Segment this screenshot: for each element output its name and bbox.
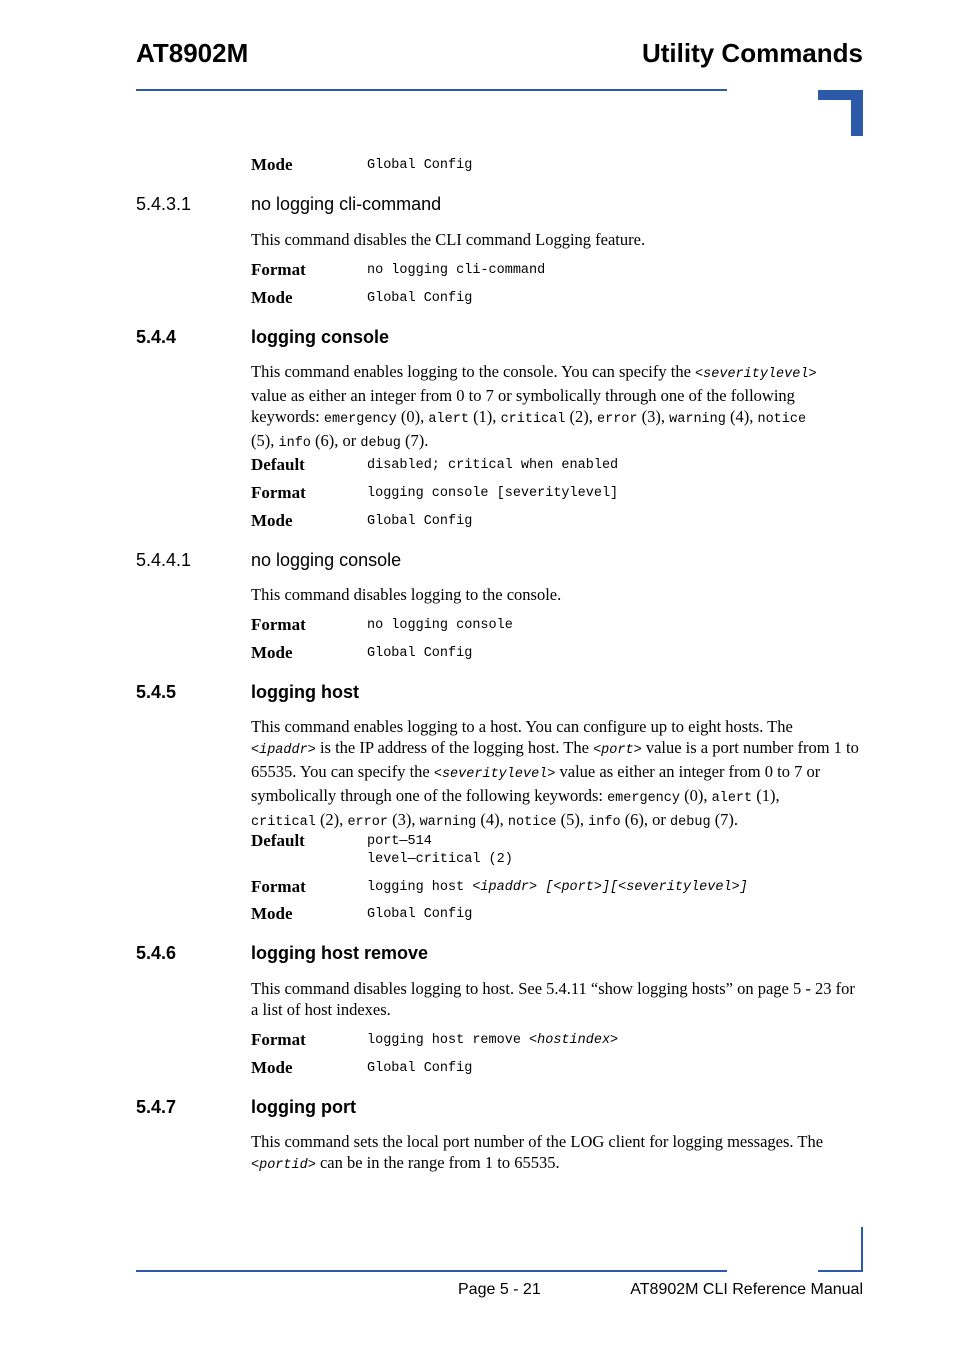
text-run: (6), or [620,810,671,829]
text-run: (4), [725,407,758,426]
keyword-emergency: emergency [607,791,680,806]
format-value [367,879,748,897]
text-run: (0), [680,786,712,805]
section-title: no logging console [251,550,402,570]
text-run: (7). [400,431,429,450]
mode-label: Mode [251,643,293,662]
text-run: (5), [556,810,589,829]
text-run: can be in the range from 1 to 65535. [315,1153,560,1172]
text-run: (6), or [310,431,361,450]
text-run: (1), [468,407,501,426]
footer-rule [136,1270,727,1272]
footer-corner-mark-horizontal [818,1270,863,1272]
keyword-emergency: emergency [323,412,397,427]
keyword-notice: notice [507,815,557,830]
keyword-warning: warning [419,815,477,830]
mode-label: Mode [251,155,293,174]
mode-label: Mode [251,288,293,307]
format-label: Format [251,1030,306,1049]
format-command: logging host [367,880,473,895]
format-label: Format [251,877,306,896]
keyword-critical: critical [251,815,316,830]
mode-value: Global Config [367,158,473,173]
text-run: (4), [476,810,508,829]
default-label: Default [251,831,305,850]
section-description: This command disables logging to the console. [251,585,562,604]
keyword-notice: notice [757,412,807,427]
section-title: logging console [251,327,389,347]
argument-severitylevel: <severitylevel> [433,767,556,782]
default-value: disabled; critical when enabled [367,458,619,473]
format-value [367,1032,618,1050]
document-code-header: AT8902M [136,38,249,68]
argument-port: <port> [593,743,642,758]
keyword-error: error [347,815,388,830]
mode-value: Global Config [367,291,473,306]
format-value: logging console [severitylevel] [367,486,619,501]
format-argument: <hostindex> [529,1033,619,1048]
text-run: (7). [710,810,739,829]
mode-value: Global Config [367,514,473,529]
text-run: This command enables logging to a host. You can configure up to eight hosts. The [251,717,793,736]
keyword-info: info [278,436,311,451]
section-title: logging host [251,682,359,702]
section-description [251,716,863,833]
page-number: Page 5 - 21 [458,1281,541,1298]
section-description: This command disables the CLI command Logging feature. [251,230,646,249]
mode-label: Mode [251,904,293,923]
format-command: logging host remove [367,1033,530,1048]
keyword-warning: warning [669,412,726,427]
text-run: (3), [387,810,420,829]
argument-ipaddr: <ipaddr> [251,743,316,758]
section-number: 5.4.5 [136,682,177,702]
text-run: value as either an integer from 0 to 7 or symbolically through one of the following keywords: [251,386,795,426]
keyword-error: error [597,412,638,427]
keyword-alert: alert [711,791,753,806]
text-run: (3), [637,407,670,426]
text-run: (1), [752,786,780,805]
keyword-debug: debug [360,436,401,451]
section-description [251,361,863,454]
default-value-port: port—514 [367,834,432,849]
format-value: no logging cli-command [367,263,546,278]
default-label: Default [251,455,305,474]
argument-portid: <portid> [251,1158,316,1173]
text-run: (2), [565,407,597,426]
section-number: 5.4.4 [136,327,177,347]
section-title: logging port [251,1097,356,1117]
section-description: This command disables logging to host. See 5.4.11 “show logging hosts” on page 5 - 23 for a list of host indexes. [251,979,855,1019]
text-run: value as either an integer from 0 to 7 or symbolically through one of the following keywords: [251,762,821,805]
text-run: is the IP address of the logging host. The [315,738,594,757]
section-description [251,1131,863,1176]
mode-label: Mode [251,1058,293,1077]
section-number: 5.4.7 [136,1097,177,1117]
text-run: (0), [396,407,429,426]
default-value-level: level—critical (2) [367,852,513,867]
section-number: 5.4.3.1 [136,194,192,214]
text-run: This command enables logging to the console. You can specify the [251,362,696,381]
text-run: (2), [315,810,348,829]
mode-value: Global Config [367,1061,473,1076]
format-label: Format [251,615,306,634]
mode-value: Global Config [367,646,473,661]
keyword-critical: critical [500,412,566,427]
footer-corner-mark [861,1227,863,1272]
text-run: (5), [251,431,279,450]
format-label: Format [251,483,306,502]
section-number: 5.4.6 [136,943,177,963]
header-corner-mark-vertical [851,90,863,136]
keyword-debug: debug [670,815,711,830]
mode-label: Mode [251,511,293,530]
manual-title: AT8902M CLI Reference Manual [630,1281,863,1298]
text-run: This command sets the local port number of the LOG client for logging messages. The [251,1132,824,1151]
format-arguments: <ipaddr> [<port>][<severitylevel>] [472,880,748,895]
section-number: 5.4.4.1 [136,550,192,570]
keyword-info: info [588,815,621,830]
keyword-alert: alert [428,412,469,427]
chapter-title-header: Utility Commands [641,38,863,68]
format-value: no logging console [367,618,513,633]
section-title: no logging cli-command [251,194,442,214]
format-label: Format [251,260,306,279]
mode-value: Global Config [367,907,473,922]
header-rule [136,89,727,91]
argument-severitylevel: <severitylevel> [695,367,817,382]
section-title: logging host remove [251,943,429,963]
text-run: value is a port number from 1 to 65535. You can specify the [251,738,859,781]
